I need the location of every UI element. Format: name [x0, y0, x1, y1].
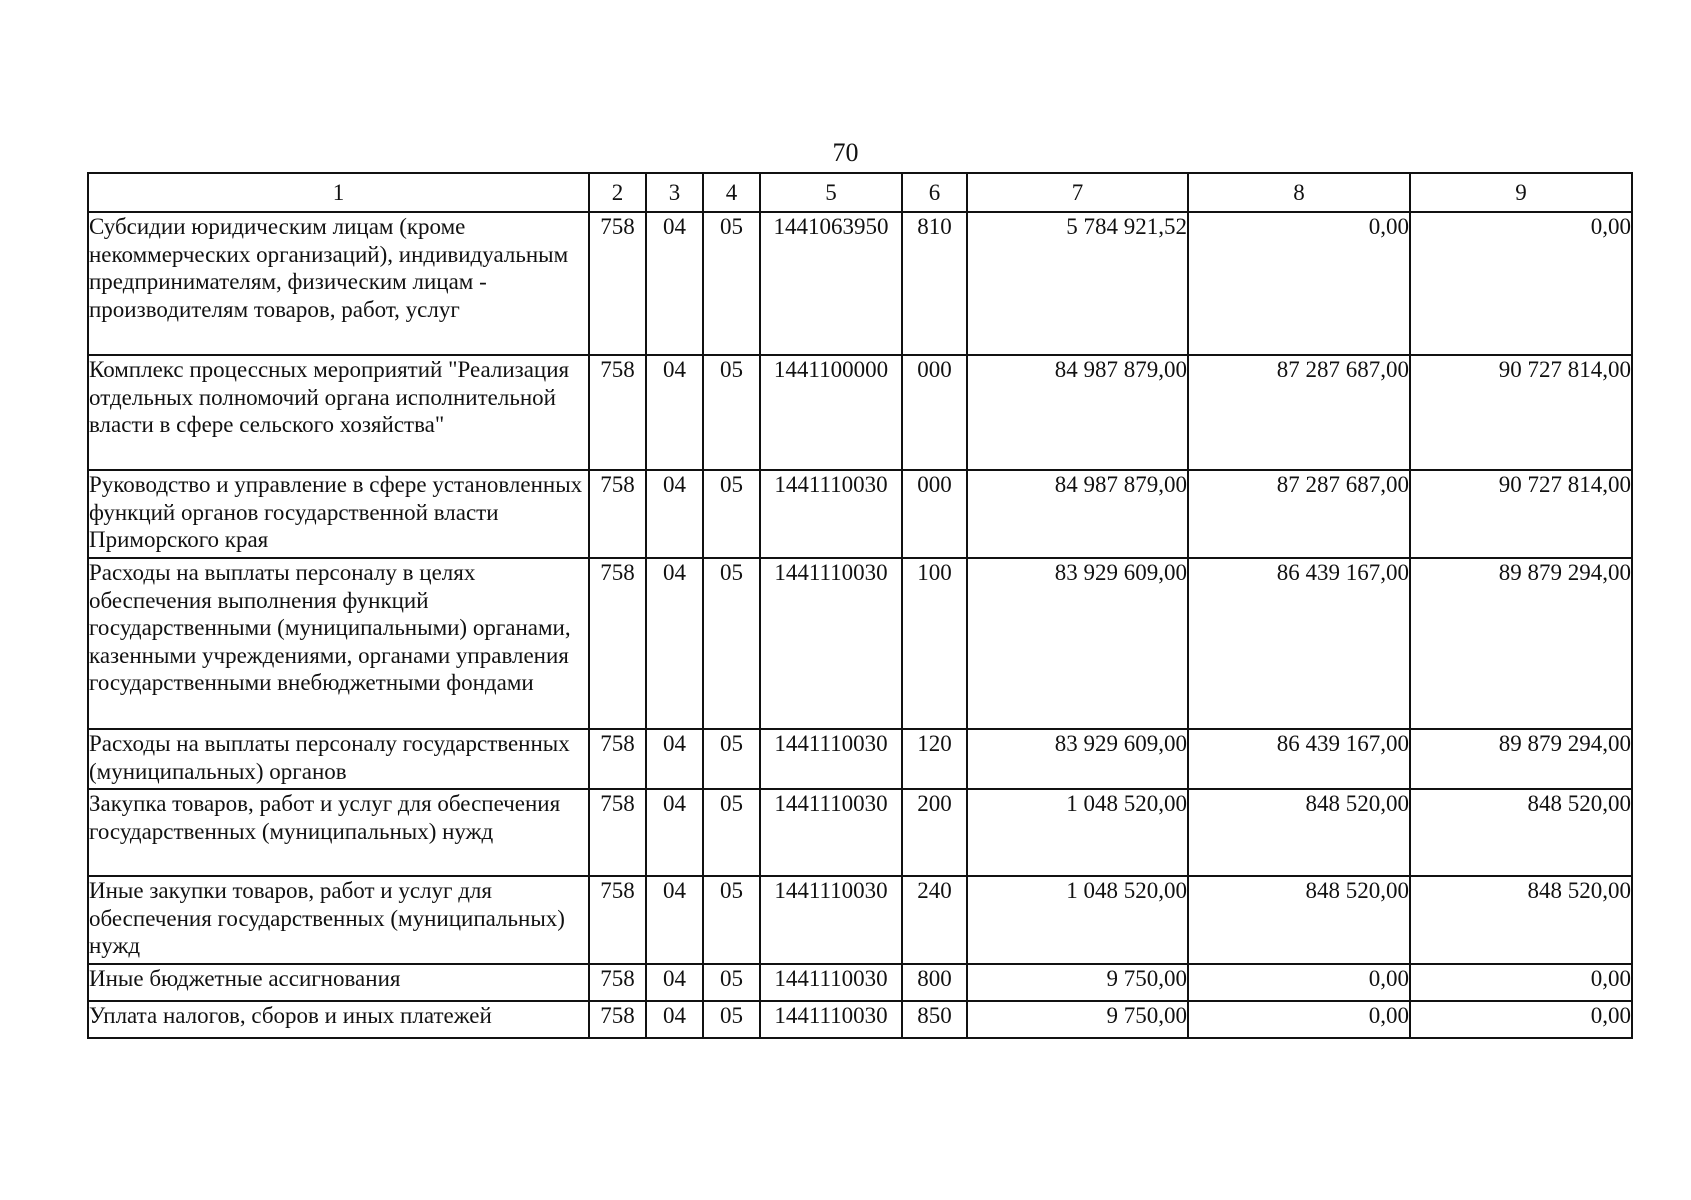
code-col-4: 05 [703, 470, 760, 558]
code-col-2: 758 [589, 789, 646, 876]
code-col-5: 1441110030 [760, 470, 902, 558]
code-col-2: 758 [589, 470, 646, 558]
page-number: 70 [832, 138, 859, 167]
column-header-3: 3 [646, 173, 703, 212]
row-name: Комплекс процессных мероприятий "Реализация отдельных полномочий органа исполнительной власти в сфере сельского хозяйства" [88, 355, 589, 470]
code-col-2: 758 [589, 876, 646, 964]
code-col-3: 04 [646, 558, 703, 729]
code-col-4: 05 [703, 876, 760, 964]
code-col-6: 100 [902, 558, 967, 729]
code-col-2: 758 [589, 212, 646, 355]
amount-col-7: 84 987 879,00 [967, 355, 1188, 470]
code-col-6: 800 [902, 964, 967, 1001]
amount-col-9: 0,00 [1410, 212, 1632, 355]
code-col-3: 04 [646, 355, 703, 470]
code-col-4: 05 [703, 729, 760, 789]
table-row [88, 876, 1632, 964]
code-col-5: 1441063950 [760, 212, 902, 355]
code-col-6: 200 [902, 789, 967, 876]
code-col-2: 758 [589, 558, 646, 729]
amount-col-8: 86 439 167,00 [1188, 729, 1410, 789]
code-col-3: 04 [646, 212, 703, 355]
amount-col-9: 89 879 294,00 [1410, 558, 1632, 729]
code-col-5: 1441100000 [760, 355, 902, 470]
row-name: Закупка товаров, работ и услуг для обеспечения государственных (муниципальных) нужд [88, 789, 589, 876]
column-header-8: 8 [1188, 173, 1410, 212]
column-header-2: 2 [589, 173, 646, 212]
code-col-5: 1441110030 [760, 964, 902, 1001]
code-col-2: 758 [589, 729, 646, 789]
code-col-5: 1441110030 [760, 789, 902, 876]
code-col-2: 758 [589, 964, 646, 1001]
code-col-3: 04 [646, 729, 703, 789]
code-col-4: 05 [703, 964, 760, 1001]
amount-col-8: 86 439 167,00 [1188, 558, 1410, 729]
table-row [88, 964, 1632, 1001]
table-row [88, 789, 1632, 876]
code-col-6: 240 [902, 876, 967, 964]
code-col-4: 05 [703, 558, 760, 729]
amount-col-9: 90 727 814,00 [1410, 355, 1632, 470]
amount-col-9: 90 727 814,00 [1410, 470, 1632, 558]
column-header-4: 4 [703, 173, 760, 212]
code-col-4: 05 [703, 355, 760, 470]
code-col-2: 758 [589, 1001, 646, 1038]
table-row [88, 470, 1632, 558]
amount-col-9: 89 879 294,00 [1410, 729, 1632, 789]
code-col-4: 05 [703, 212, 760, 355]
amount-col-7: 5 784 921,52 [967, 212, 1188, 355]
code-col-5: 1441110030 [760, 558, 902, 729]
amount-col-7: 84 987 879,00 [967, 470, 1188, 558]
amount-col-8: 0,00 [1188, 1001, 1410, 1038]
column-header-5: 5 [760, 173, 902, 212]
amount-col-8: 0,00 [1188, 964, 1410, 1001]
code-col-6: 000 [902, 470, 967, 558]
row-name: Расходы на выплаты персоналу в целях обеспечения выполнения функций государственными (муниципальными) органами, казенными учреждениями, органами управления государственными внебюджетными фондами [88, 558, 589, 729]
code-col-3: 04 [646, 876, 703, 964]
code-col-5: 1441110030 [760, 729, 902, 789]
code-col-3: 04 [646, 1001, 703, 1038]
amount-col-8: 848 520,00 [1188, 789, 1410, 876]
budget-table [87, 172, 1633, 1039]
amount-col-7: 83 929 609,00 [967, 729, 1188, 789]
amount-col-7: 1 048 520,00 [967, 789, 1188, 876]
column-header-7: 7 [967, 173, 1188, 212]
amount-col-7: 83 929 609,00 [967, 558, 1188, 729]
amount-col-9: 848 520,00 [1410, 789, 1632, 876]
table-row [88, 729, 1632, 789]
amount-col-8: 0,00 [1188, 212, 1410, 355]
amount-col-8: 87 287 687,00 [1188, 470, 1410, 558]
table-row [88, 1001, 1632, 1038]
table-row [88, 558, 1632, 729]
amount-col-9: 848 520,00 [1410, 876, 1632, 964]
column-header-6: 6 [902, 173, 967, 212]
code-col-6: 000 [902, 355, 967, 470]
header-row [88, 173, 1632, 212]
code-col-2: 758 [589, 355, 646, 470]
code-col-6: 810 [902, 212, 967, 355]
code-col-4: 05 [703, 789, 760, 876]
row-name: Руководство и управление в сфере установленных функций органов государственной власти Приморского края [88, 470, 589, 558]
amount-col-7: 9 750,00 [967, 1001, 1188, 1038]
amount-col-9: 0,00 [1410, 964, 1632, 1001]
row-name: Иные закупки товаров, работ и услуг для обеспечения государственных (муниципальных) нужд [88, 876, 589, 964]
code-col-4: 05 [703, 1001, 760, 1038]
table-row [88, 355, 1632, 470]
code-col-6: 850 [902, 1001, 967, 1038]
table-row [88, 212, 1632, 355]
code-col-5: 1441110030 [760, 1001, 902, 1038]
row-name: Расходы на выплаты персоналу государственных (муниципальных) органов [88, 729, 589, 789]
code-col-3: 04 [646, 789, 703, 876]
amount-col-8: 848 520,00 [1188, 876, 1410, 964]
code-col-6: 120 [902, 729, 967, 789]
column-header-9: 9 [1410, 173, 1632, 212]
code-col-5: 1441110030 [760, 876, 902, 964]
row-name: Уплата налогов, сборов и иных платежей [88, 1001, 589, 1038]
amount-col-8: 87 287 687,00 [1188, 355, 1410, 470]
column-header-1: 1 [88, 173, 589, 212]
code-col-3: 04 [646, 964, 703, 1001]
amount-col-7: 9 750,00 [967, 964, 1188, 1001]
code-col-3: 04 [646, 470, 703, 558]
row-name: Иные бюджетные ассигнования [88, 964, 589, 1001]
amount-col-7: 1 048 520,00 [967, 876, 1188, 964]
row-name: Субсидии юридическим лицам (кроме некоммерческих организаций), индивидуальным предпринимателям, физическим лицам - производителям товаров, работ, услуг [88, 212, 589, 355]
amount-col-9: 0,00 [1410, 1001, 1632, 1038]
